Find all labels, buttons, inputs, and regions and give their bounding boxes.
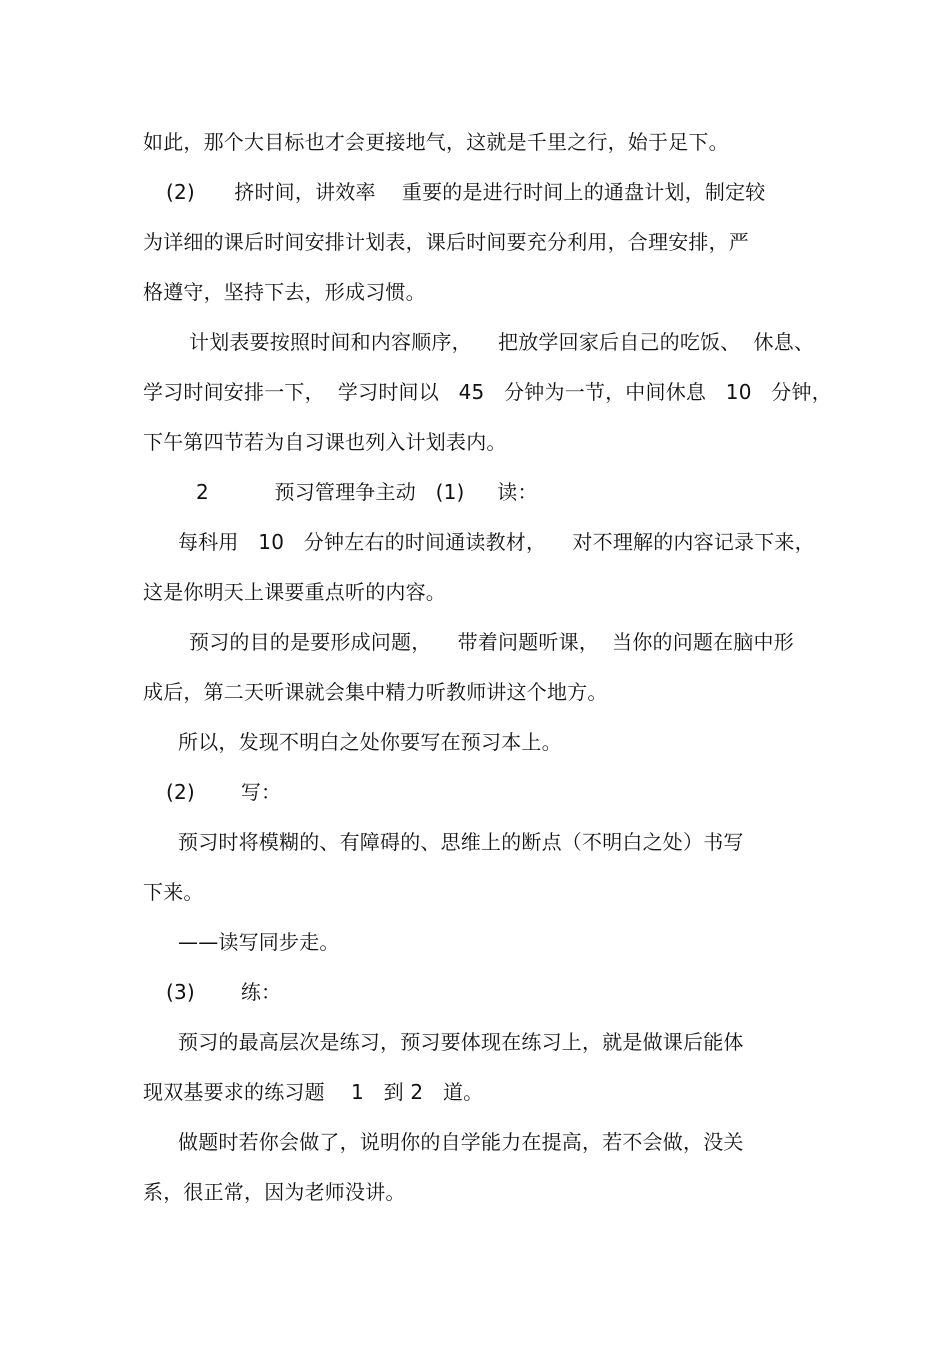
text-line-10: 这是你明天上课要重点听的内容。 [143, 580, 446, 604]
text-line-2: (2) 挤时间，讲效率 重要的是进行时间上的通盘计划，制定较 [166, 180, 766, 204]
text-line-19: 预习的最高层次是练习，预习要体现在练习上，就是做课后能体 [178, 1030, 744, 1054]
text-line-21: 做题时若你会做了，说明你的自学能力在提高，若不会做，没关 [178, 1130, 744, 1154]
text-line-5: 计划表要按照时间和内容顺序， 把放学回家后自己的吃饭、 休息、 [189, 330, 815, 354]
text-line-4: 格遵守，坚持下去，形成习惯。 [143, 280, 426, 304]
text-line-16: 下来。 [143, 880, 204, 904]
text-line-17: ——读写同步走。 [178, 930, 340, 954]
text-line-22: 系，很正常，因为老师没讲。 [143, 1180, 406, 1204]
text-line-12: 成后，第二天听课就会集中精力听教师讲这个地方。 [143, 680, 608, 704]
text-line-9: 每科用 10 分钟左右的时间通读教材， 对不理解的内容记录下来， [178, 530, 815, 554]
text-line-8: 2 预习管理争主动 (1) 读： [196, 480, 538, 504]
text-line-6: 学习时间安排一下， 学习时间以 45 分钟为一节，中间休息 10 分钟， [143, 380, 832, 404]
text-line-7: 下午第四节若为自习课也列入计划表内。 [143, 430, 507, 454]
text-line-20: 现双基要求的练习题 1 到 2 道。 [143, 1080, 484, 1104]
text-line-13: 所以，发现不明白之处你要写在预习本上。 [178, 730, 562, 754]
text-line-18: (3) 练： [166, 980, 282, 1004]
text-line-14: (2) 写： [166, 780, 282, 804]
text-line-15: 预习时将模糊的、有障碍的、思维上的断点（不明白之处）书写 [178, 830, 744, 854]
text-line-3: 为详细的课后时间安排计划表，课后时间要充分利用，合理安排，严 [143, 230, 749, 254]
text-line-1: 如此，那个大目标也才会更接地气，这就是千里之行，始于足下。 [143, 130, 729, 154]
text-line-11: 预习的目的是要形成问题， 带着问题听课， 当你的问题在脑中形 [189, 630, 794, 654]
